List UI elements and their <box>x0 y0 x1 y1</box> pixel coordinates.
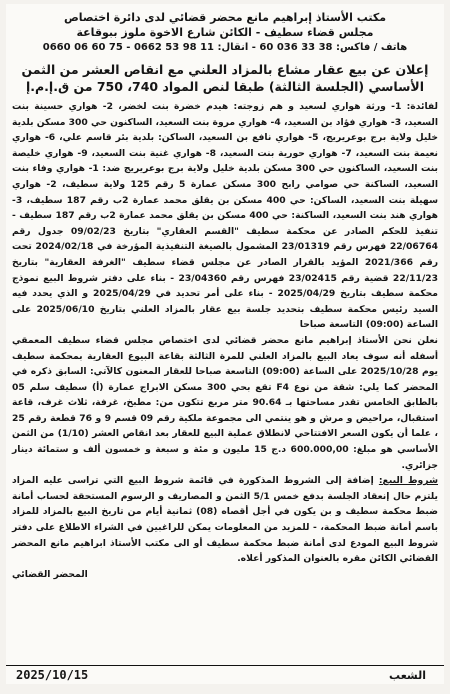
newspaper-footer <box>6 665 444 684</box>
bailiff-header <box>12 10 438 55</box>
sale-announcement-paragraph: نعلن نحن الأستاذ إبراهيم مانع محضر قضائي لدى اختصاص مجلس قضاء سطيف المعمقي أسفله أنه سوف يعاد البيع بالمزاد العلني للمرة الثالثة بقاعة البيوع العقارية بمحكمة سطيف يوم 2025/10/28 على الساعة (09:00) التاسعة صباحا للعقار المعنون كالآتي: السابق ذكره في المحضر كما يلي: شقة من نوع F4 تقع بحي 300 مسكن الابراج عمارة (أ) سطيف سلم 05 بالطابق الخامس تقدر مساحتها بـ 90.64 متر مربع تتكون من: مطبخ، غرفة، ثلاث غرف، قاعة استقبال، مراحيض و مرش و هو ينتمي الى مجموعة ملكية رقم 09 قسم 9 و 76 قطعة رقم 25 ، علما أن يكون السعر الافتتاحي لانطلاق عملية البيع للعقار بعد انقاص العشر (1/10) من الثمن الأساسي هو مبلغ: 600.000,00 د.ج 15 مليون و مئة و سبعة و خمسون ألف و ستمائة دينار جزائري. <box>12 334 438 471</box>
legal-notice <box>6 4 444 684</box>
notice-body <box>12 99 438 582</box>
header-court-line: مجلس قضاء سطيف - الكائن شارع الاخوة ملوز ببوقاعة <box>76 26 374 39</box>
sale-conditions-label: شروط البيع: <box>378 475 438 487</box>
publication-date: 2025/10/15 <box>16 668 89 682</box>
notice-title: إعلان عن بيع عقار مشاع بالمزاد العلني مع انقاص العشر من الثمن الأساسي (الجلسة الثالثة) طبقا لنص المواد 740، 750 من ق.إ.م.إ <box>21 62 429 94</box>
newspaper-name: الشعب <box>389 668 426 682</box>
header-office-line: مكتب الأستاذ إبراهيم مانع محضر قضائي لدى دائرة اختصاص <box>63 11 387 24</box>
parties-paragraph: لفائدة: 1- ورثة هواري لسعيد و هم زوجته: هيدم خضرة بنت لخضر، 2- هواري حسينة بنت السعيد، 3- هواري فؤاد بن السعيد، 4- هواري مروة بنت السعيد، الساكنون حي 300 مسكن بلدية خليل ولاية برج بوعريريج، 5- هواري نافع بن السعيد، الساكن: بلدية بئر قاسم علي، 6- هواري نعيمة بنت السعيد، 7- هواري حورية بنت السعيد، 8- هواري غنية بنت السعيد، 9- هواري خليصة بنت السعيد، الساكنون حي 300 مسكن بلدية خليل ولاية برج بوعريريج ضد: 1- هواري وفاء بنت السعيد، الساكنة حي صوامي رابح 300 مسكن عمارة 5 رقم 125 ولاية سطيف، 2- هواري سهيلة بنت السعيد، الساكن: حي 400 مسكن بن يقلق محمد عمارة 2ب رقم 187 سطيف، 3- هواري هند بنت السعيد، الساكنة: حي 400 مسكن بن يقلق محمد عمارة 2ب رقم 187 سطيف - تنفيذ للحكم الصادر عن محكمة سطيف "القسم العقاري" بتاريخ 09/02/23 جدول رقم 22/06764 فهرس رقم 23/01319 المشمول بالصيغة التنفيذية المؤرخة في 2024/02/18 تحت رقم 2021/366 المؤيد بالقرار الصادر عن مجلس قضاء سطيف "الغرفة العقارية" بتاريخ 22/11/23 قضية رقم 23/02415 فهرس رقم 23/04360 - بناء على دفتر شروط البيع نموذج محكمة سطيف بتاريخ 2025/04/29 - بناء على أمر تحديد في 2025/04/29 و الذي يحدد فيه السيد رئيس محكمة سطيف بتحديد جلسة بيع عقار بالمزاد العلني بتاريخ 2025/06/10 على الساعة (09:00) التاسعة صباحا <box>12 101 439 331</box>
sale-conditions-paragraph <box>12 473 438 567</box>
sale-conditions-text: إضافة إلى الشروط المذكورة في قائمة شروط البيع التي تراسى عليه المزاد يلتزم حال إنعقاد الجلسة بدفع خمس 5/1 الثمن و المصاريف و الرسوم المستحقة لحساب أمانة ضبط محكمة سطيف و بن يكون في أجل أقصاه (08) ثمانية أيام من تاريخ البيع بالمزاد للمزاد باسم أمانة ضبط المحكمة، - للمزيد من المعلومات يمكن للراغبين في الشراء الاطلاع على دفتر شروط البيع المودع لدى أمانة ضبط محكمة سطيف أو الى مكتب الأستاذ ابراهيم مانع المحضر القضائي الكائن مقره بالعنوان المذكور أعلاه. <box>12 475 438 565</box>
header-contact-line: هاتف / فاكس: 38 33 036 60 - انقال: 11 98 53 0662 - 75 60 06 0660 <box>42 42 408 53</box>
bailiff-signature: المحضر القضائي <box>12 568 88 580</box>
